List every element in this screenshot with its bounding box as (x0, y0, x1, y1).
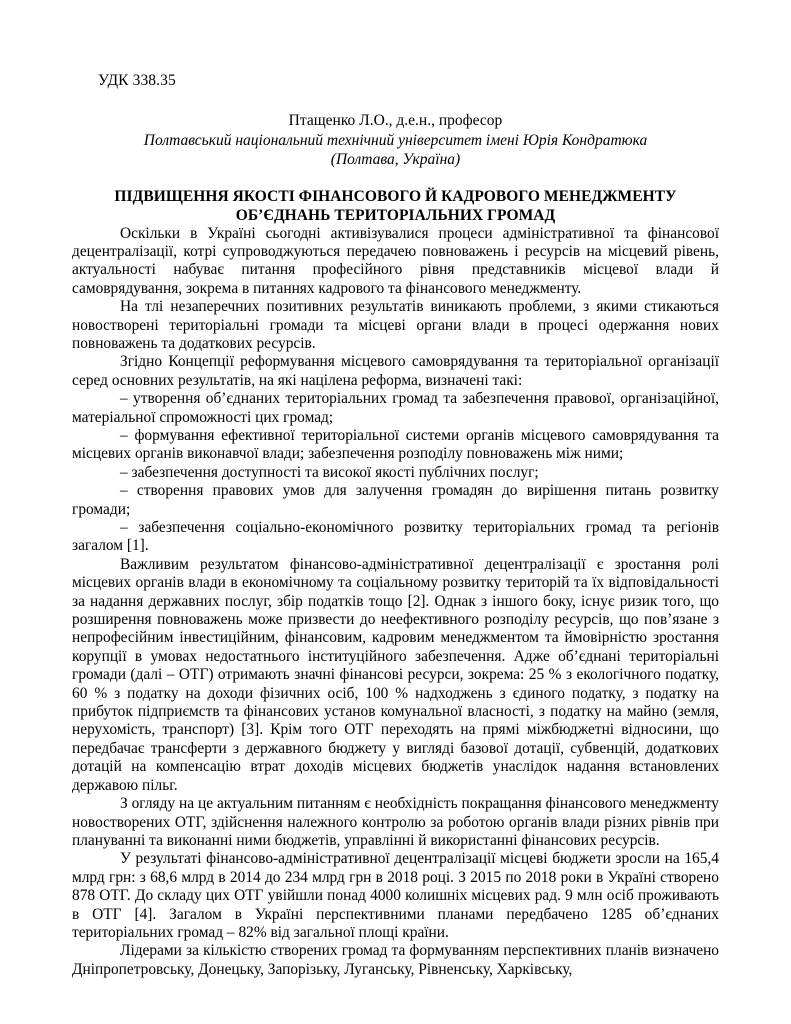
body-paragraph: Згідно Концепції реформування місцевого самоврядування та територіальної організації серед основних результатів, на які націлена реформа, визначені такі: (72, 353, 719, 389)
page-title-line-1: ПІДВИЩЕННЯ ЯКОСТІ ФІНАНСОВОГО Й КАДРОВОГО МЕНЕДЖМЕНТУ (114, 187, 677, 205)
body-paragraph: На тлі незаперечних позитивних результатів виникають проблеми, з якими стикаються новостворені територіальні громади та місцеві органи влади в процесі одержання нових повноважень та додаткових ресурсів. (72, 298, 719, 352)
author-affiliation: Полтавський національний технічний університет імені Юрія Кондратюка (143, 131, 648, 149)
document-body (72, 225, 719, 980)
list-item: – створення правових умов для залучення громадян до вирішення питань розвитку громади; (72, 482, 719, 518)
page-title-line-2: ОБ’ЄДНАНЬ ТЕРИТОРІАЛЬНИХ ГРОМАД (235, 206, 556, 224)
author-block (72, 111, 719, 170)
body-paragraph: З огляду на це актуальним питанням є необхідність покращання фінансового менеджменту новостворених ОТГ, здійснення належного контролю за роботою органів влади різних рівнів при плануванні та виконанні ними бюджетів, управлінні й використанні фінансових ресурсів. (72, 795, 719, 849)
page-title (72, 187, 719, 225)
author-city: (Полтава, Україна) (330, 151, 461, 168)
spacer (72, 170, 719, 187)
author-name: Птащенко Л.О., д.е.н., професор (288, 112, 503, 129)
body-paragraph: Важливим результатом фінансово-адміністративної децентралізації є зростання ролі місцевих органів влади в економічному та соціальному розвитку територій та їх відповідальності за надання державних послуг, збір податків тощо [2]. Однак з іншого боку, існує ризик того, що розширення повноважень може призвести до неефективного розподілу ресурсів, що пов’язане з непрофесійним інвестиційним, фінансовим, кадровим менеджментом та ймовірністю зростання корупції в умовах недостатнього інституційного забезпечення. Адже об’єднані територіальні громади (далі – ОТГ) отримають значні фінансові ресурси, зокрема: 25 % з екологічного податку, 60 % з податку на доходи фізичних осіб, 100 % надходжень з єдиного податку, з податку на прибуток підприємств та фінансових установ комунальної власності, з податку на майно (земля, нерухомість, транспорт) [3]. Крім того ОТГ переходять на прямі міжбюджетні відносини, що передбачає трансферти з державного бюджету у вигляді базової дотації, субвенцій, додаткових дотацій на компенсацію втрат доходів місцевих бюджетів унаслідок надання встановлених державою пільг. (72, 555, 719, 794)
list-item: – забезпечення соціально-економічного розвитку територіальних громад та регіонів загалом [1]. (72, 519, 719, 555)
list-item: – утворення об’єднаних територіальних громад та забезпечення правової, організаційної, матеріальної спроможності цих громад; (72, 390, 719, 426)
body-paragraph: Оскільки в Україні сьогодні активізувалися процеси адміністративної та фінансової децентралізації, котрі супроводжуються передачею повноважень і ресурсів на місцевий рівень, актуальності набуває питання професійного рівня представників місцевої влади й самоврядування, зокрема в питаннях кадрового та фінансового менеджменту. (72, 224, 719, 297)
udk-code: УДК 338.35 (98, 72, 176, 89)
spacer (72, 90, 719, 111)
list-item: – формування ефективної територіальної системи органів місцевого самоврядування та місцевих органів виконавчої влади; забезпечення розподілу повноважень між ними; (72, 426, 719, 463)
body-paragraph: У результаті фінансово-адміністративної децентралізації місцеві бюджети зросли на 165,4 млрд грн: з 68,6 млрд в 2014 до 234 млрд грн в 2018 році. З 2015 по 2018 роки в Україні створено 878 ОТГ. До складу цих ОТГ увійшли понад 4000 колишніх місцевих рад. 9 млн осіб проживають в ОТГ [4]. Загалом в Україні перспективними планами передбачено 1285 об’єднаних територіальних громад – 82% від загальної площі країни. (72, 850, 719, 941)
list-item: – забезпечення доступності та високої якості публічних послуг; (120, 463, 539, 481)
body-paragraph: Лідерами за кількістю створених громад та формуванням перспективних планів визначено Дніпропетровську, Донецьку, Запорізьку, Луганську, Рівненську, Харківську, (72, 942, 719, 978)
